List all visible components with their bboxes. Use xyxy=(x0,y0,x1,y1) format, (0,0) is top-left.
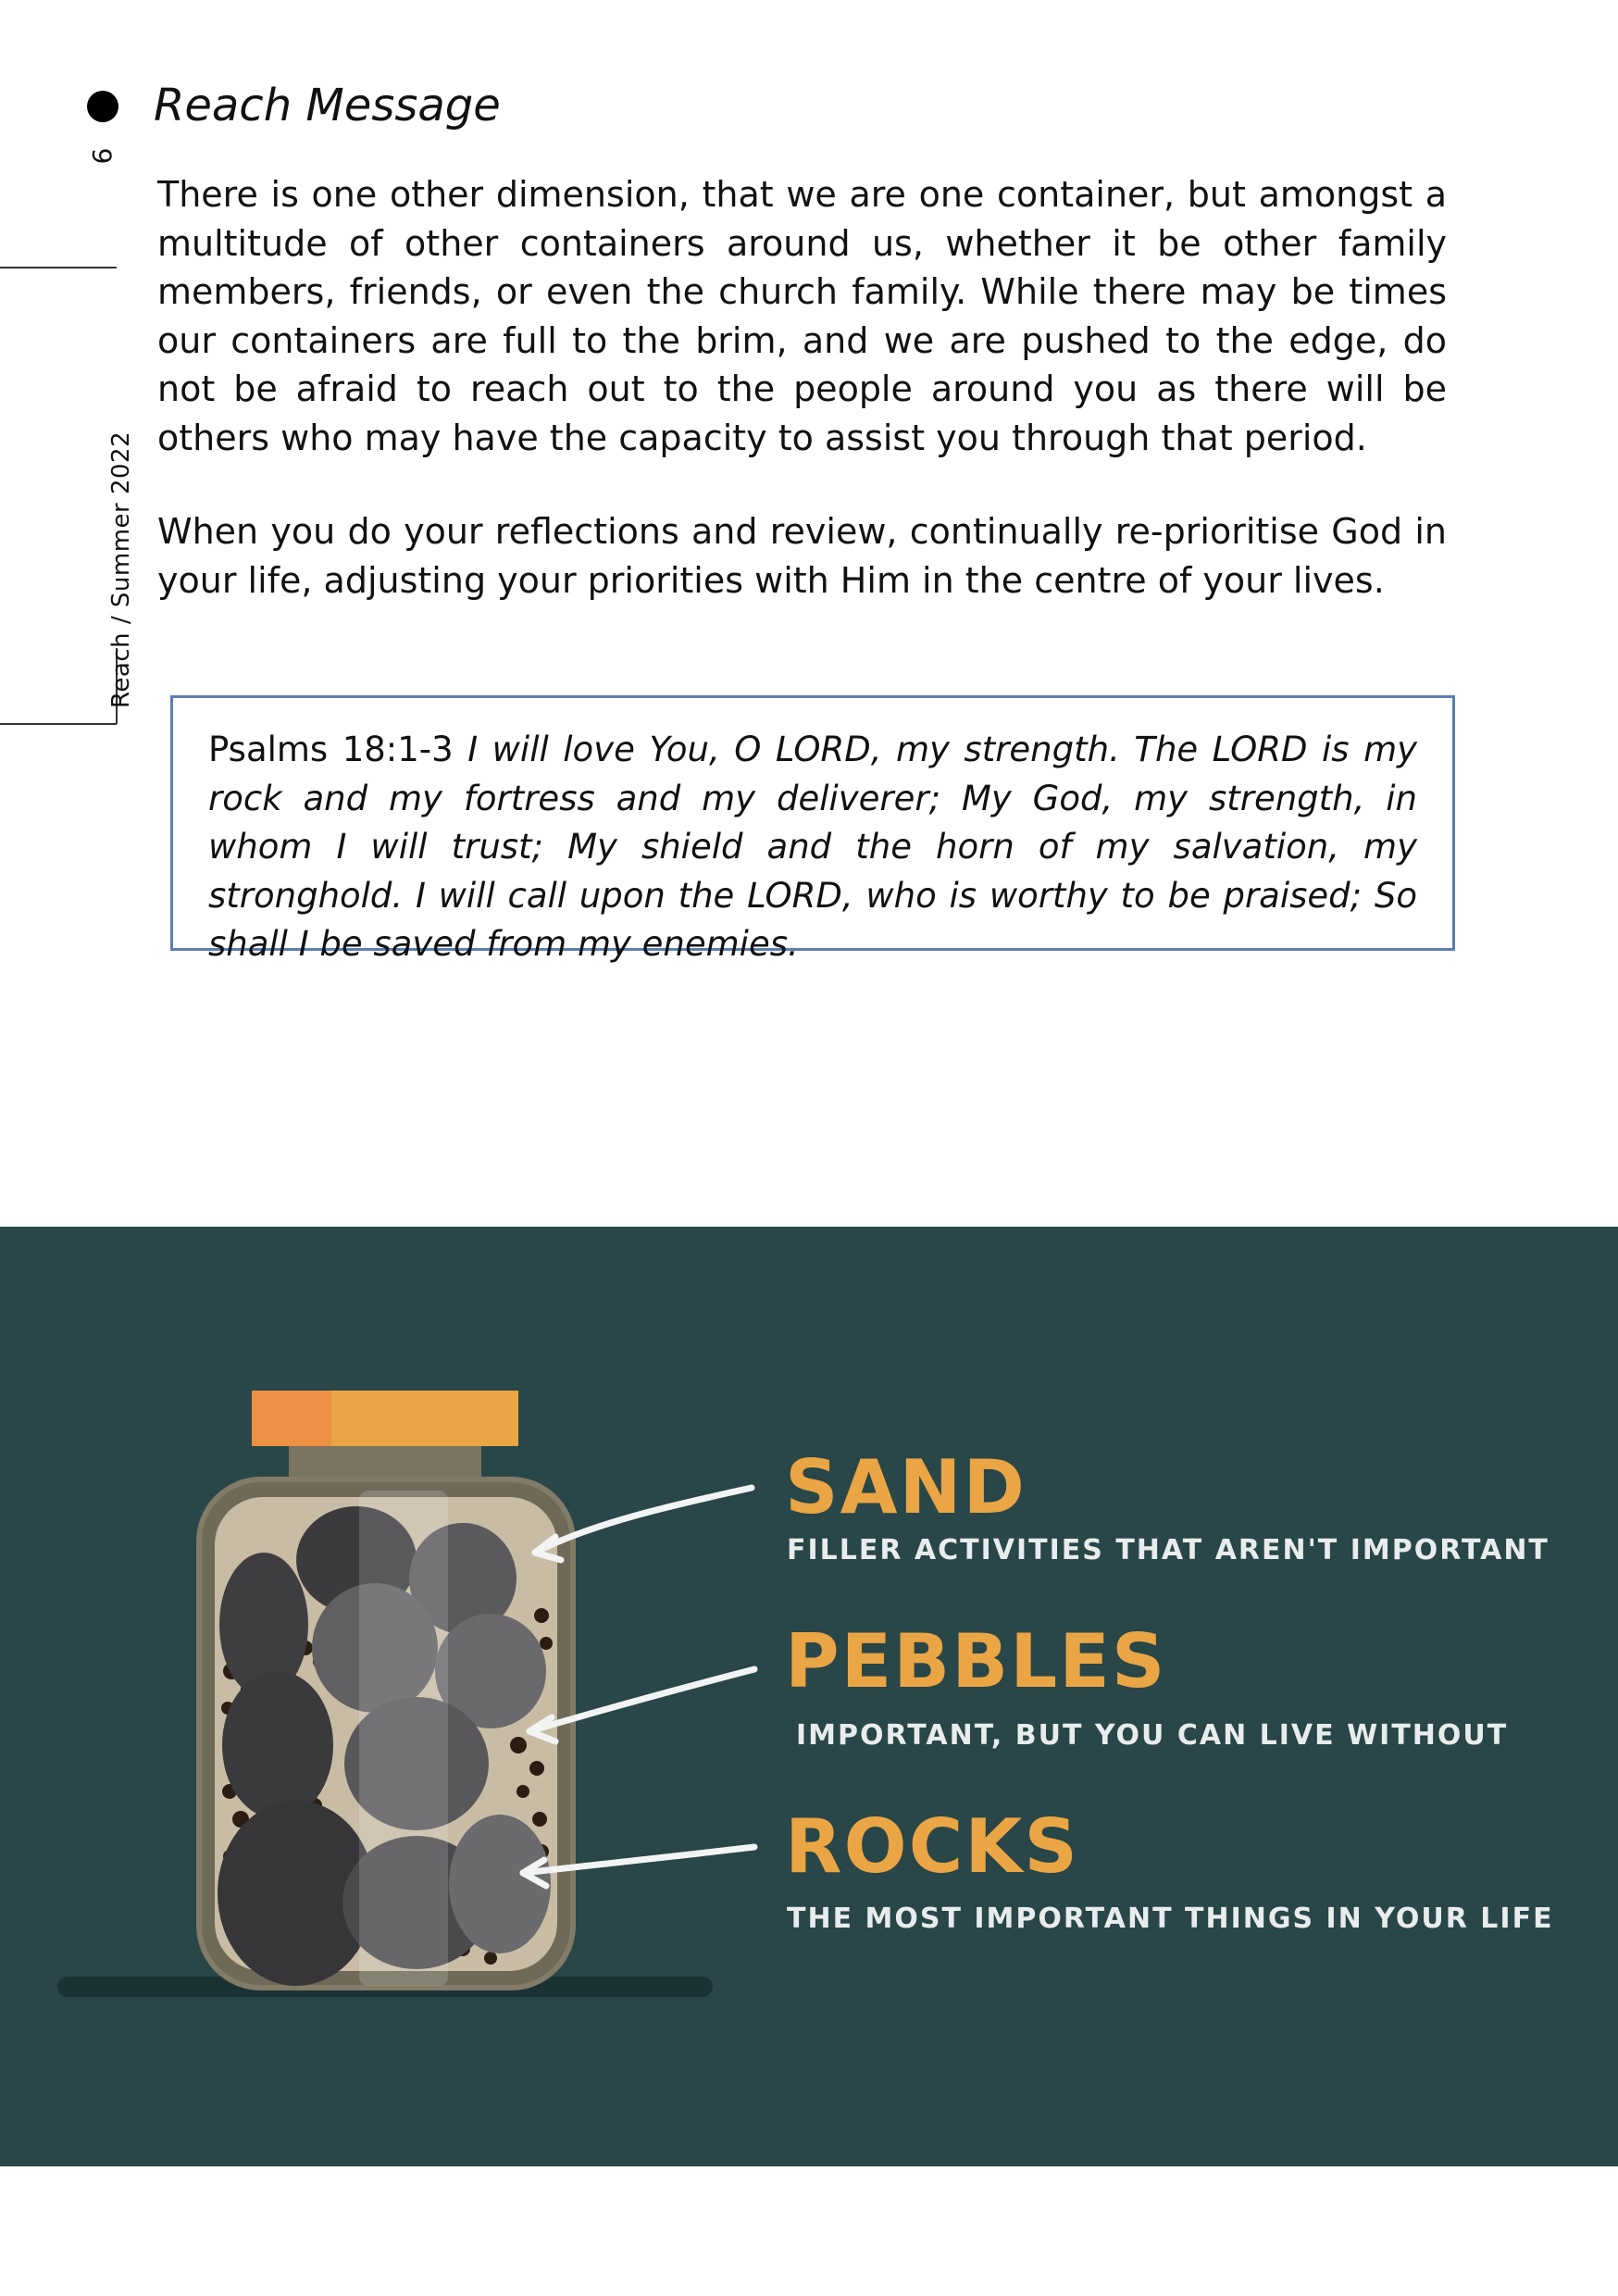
pebbles-description: IMPORTANT, BUT YOU CAN LIVE WITHOUT xyxy=(796,1719,1509,1752)
sidebar-label: Reach / Summer 2022 xyxy=(107,430,135,708)
sidebar-rule-bottom xyxy=(0,723,117,725)
arrow-icons xyxy=(523,1488,754,1886)
body-paragraph-2: When you do your reflections and review, continually re-prioritise God in your life, adjusting your priorities with Him in the centre of your lives. xyxy=(157,511,1447,601)
arrow-sand-icon xyxy=(535,1488,752,1553)
rocks-pebbles-sand-infographic xyxy=(0,1227,1618,2166)
jar-lid-shade xyxy=(252,1391,331,1446)
verse-reference: Psalms 18:1-3 xyxy=(208,730,454,769)
pebbles-heading: PEBBLES xyxy=(785,1618,1167,1704)
section-title: Reach Message xyxy=(154,80,501,131)
arrow-rocks-icon xyxy=(523,1847,754,1873)
bullet-icon xyxy=(87,91,118,122)
rocks-description: THE MOST IMPORTANT THINGS IN YOUR LIFE xyxy=(787,1903,1554,1935)
verse-box xyxy=(170,695,1455,964)
rocks-heading: ROCKS xyxy=(785,1803,1079,1890)
sand-heading: SAND xyxy=(785,1444,1027,1530)
page-number: 9 xyxy=(86,147,118,165)
verse-text: I will love You, O LORD, my strength. The LORD is my rock and my fortress and my deliverer; My God, my strength, in whom I will trust; My shield and the horn of my salvation, my stronghold. I will call upon the LORD, who is worthy to be praised; So shall I be saved from my enemies. xyxy=(208,730,1418,964)
jar-shine xyxy=(359,1491,448,1986)
sidebar-rule-top xyxy=(0,267,117,268)
arrow-pebbles-icon xyxy=(529,1669,754,1731)
body-paragraph-1: There is one other dimension, that we are one container, but amongst a multitude of other containers around us, whether it be other family members, friends, or even the church family. While there may be times our containers are full to the brim, and we are pushed to the edge, do not be afraid to reach out to the people around you as there will be others who may have the capacity to assist you through that period. xyxy=(157,174,1447,458)
verse-quote xyxy=(208,726,1417,969)
sand-description: FILLER ACTIVITIES THAT AREN'T IMPORTANT xyxy=(787,1534,1550,1566)
